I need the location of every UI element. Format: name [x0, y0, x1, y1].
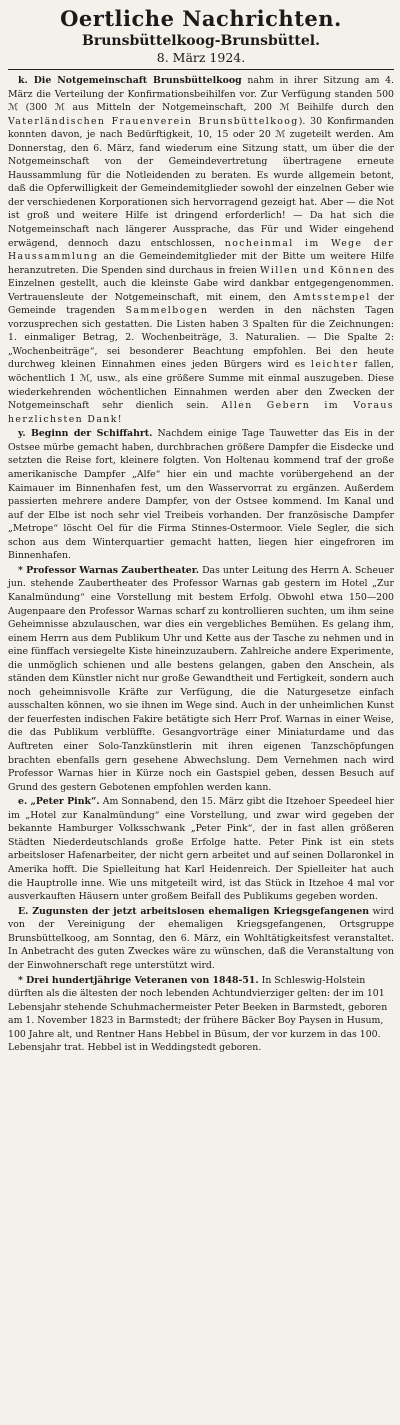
emphasized-text: Willen und Können: [260, 264, 375, 276]
article-marker: y.: [18, 428, 31, 440]
section-title: Oertliche Nachrichten.: [60, 6, 342, 31]
emphasized-text: leichter: [310, 359, 359, 371]
article: e. „Peter Pink“. Am Sonnabend, den 15. März gibt die Itzehoer Speedeel hier im „Hotel zur Kanalmündung“ eine Vorstellung, und zwar wird gegeben der bekannte Hamburger Volksschwank „Peter Pink“, der in fast allen größeren Städten Niederdeutschlands große Erfolge hatte. Peter Pink ist ein stets arbeitsloser Hafenarbeiter, der nicht gern arbeitet und auf seinen Dollaronkel in Amerika hofft. Die Spielleitung hat Karl Heidenreich. Der Spielleiter hat auch die Hauptrolle inne. Wie uns mitgeteilt wird, ist das Stück in Itzehoe 4 mal vor ausverkauften Häusern unter großem Beifall des Publikums gegeben worden.: [8, 796, 395, 903]
article-heading: Drei hundertjährige Veteranen von 1848-51.: [26, 974, 259, 986]
article-marker: k.: [18, 75, 34, 86]
emphasized-text: Amtsstempel: [293, 291, 371, 303]
article-marker: e.: [18, 796, 31, 808]
article: * Drei hundertjährige Veteranen von 1848-51. In Schleswig-Holstein dürften als die ältesten der noch lebenden Achtundvierziger gelten: der im 101 Lebensjahr stehende Schuhmachermeister Peter Beeken in Barmstedt, geboren am 1. November 1823 in Barmstedt; der frühere Bäcker Boy Paysen in Husum, 100 Jahre alt, und Rentner Hans Hebbel in Büsum, der vor kurzem in das 100. Lebensjahr trat. Hebbel ist in Weddingstedt geboren.: [8, 974, 388, 1054]
article-heading: Beginn der Schiffahrt.: [30, 428, 153, 440]
emphasized-text: Sammelbogen: [125, 305, 209, 317]
dateline: 8. März 1924.: [156, 50, 246, 65]
article: * Professor Warnas Zaubertheater. Das unter Leitung des Herrn A. Scheuer jun. stehende Zaubertheater des Professor Warnas gab gestern im Hotel „Zur Kanalmündung“ eine Vorstellung mit bestem Erfolg. Obwohl etwa 150—200 Augenpaare den Professor Warnas scharf zu kontrollieren suchten, um ihm seine Geheimnisse abzulauschen, war dies ein vergebliches Bemühen. Es gelang ihm, einem Herrn aus dem Publikum Uhr und Kette aus der Tasche zu nehmen und in eine fünffach versiegelte Kiste hineinzuzaubern. Zahlreiche andere Experimente, die unmöglich schienen und alle bestens gelangen, gaben den Anschein, als ständen dem Künstler nicht nur große Gewandtheit und Fertigkeit, sondern auch noch geheimnisvolle Kräfte zur Verfügung, die die Naturgesetze einfach ausschalten können, wo sie ihnen im Wege sind. Auch in der unheimlichen Kunst der feuerfesten indischen Fakire betätigte sich Herr Prof. Warnas in einer Weise, die das Publikum verblüffte. Gesangvorträge einer Miniaturdame und das Auftreten einer Solo-Tanzkünstlerin mit ihren eigenen Tanzschöpfungen brachten ebenfalls gern gesehene Abwechslung. Dem Vernehmen nach wird Professor Warnas hier in Kürze noch ein Gastspiel geben, dessen Besuch auf Grund des gestern Gebotenen empfohlen werden kann.: [8, 564, 395, 793]
article: k. Die Notgemeinschaft Brunsbüttelkoog nahm in ihrer Sitzung am 4. März die Verteilung der Konfirmationsbeihilfen vor. Zur Verfügung standen 500 ℳ (300 ℳ aus Mitteln der Notgemeinschaft, 200 ℳ Beihilfe durch den Vaterländischen Frauenverein Brunsbüttelkoog). 30 Konfirmanden konnten davon, je nach Bedürftigkeit, 10, 15 oder 20 ℳ zugeteilt werden. Am Donnerstag, den 6. März, fand wiederum eine Sitzung statt, um über die der Notgemeinschaft von der Gemeindevertretung übertragene erneute Haussammlung für die Notleidenden zu beraten. Es wurde allgemein betont, daß die Opferwilligkeit der Gemeindemitglieder sowohl der einzelnen Geber wie der verschiedenen Korporationen sich hervorragend gezeigt hat. Aber — die Not ist groß und weitere Hilfe ist dringend erforderlich! — Da hat sich die Notgemeinschaft nach längerer Aussprache, das Für und Wider eingehend erwägend, dennoch dazu entschlossen, nocheinmal im Wege der Haussammlung an die Gemeindemitglieder mit der Bitte um weitere Hilfe heranzutreten. Die Spenden sind durchaus in freien Willen und Können des Einzelnen gestellt, auch die kleinste Gabe wird dankbar entgegengenommen. Vertrauensleute der Notgemeinschaft, mit einem, den Amtsstempel der Gemeinde tragenden Sammelbogen werden in den nächsten Tagen vorzusprechen sich gestatten. Die Listen haben 3 Spalten für die Zeichnungen: 1. einmaliger Betrag, 2. Wochenbeiträge, 3. Naturalien. — Die Spalte 2: „Wochenbeiträge“, sei besonderer Beachtung empfohlen. Bei den heute durchweg kleinen Einnahmen eines jeden Bürgers wird es leichter fallen, wöchentlich 1 ℳ, usw., als eine größere Summe mit einmal auszugeben. Diese wiederkehrenden wöchentlichen Einnahmen werden aber den Zwecken der Notgemeinschaft sehr dienlich sein. Allen Gebern im Voraus herzlichsten Dank!: [8, 75, 395, 425]
emphasized-text: Allen Gebern im Voraus herzlichsten Dank!: [8, 400, 395, 425]
header-rule: [8, 69, 394, 70]
article-heading: Professor Warnas Zaubertheater.: [26, 564, 200, 576]
article-heading: Zugunsten der jetzt arbeitslosen ehemaligen Kriegsgefangenen: [32, 905, 370, 917]
article-heading: „Peter Pink“.: [30, 796, 100, 808]
article-heading: Die Notgemeinschaft Brunsbüttelkoog: [33, 75, 242, 86]
emphasized-text: nocheinmal im Wege der Haussammlung: [8, 237, 394, 263]
emphasized-text: Vaterländischen Frauenverein Brunsbüttelkoog: [8, 115, 299, 127]
article: y. Beginn der Schiffahrt. Nachdem einige Tage Tauwetter das Eis in der Ostsee mürbe gemacht haben, durchbrachen größere Dampfer die Eisdecke und setzten die Reise fort, kleinere folgten. Von Holtenau kommend traf der große amerikanische Dampfer „Alfe“ hier ein und machte vorübergehend an der Kaimauer im Binnenhafen fest, um den Wasservorrat zu ergänzen. Außerdem passierten mehrere andere Dampfer, von der Ostsee kommend. Im Kanal und auf der Elbe ist noch sehr viel Treibeis vorhanden. Der französische Dampfer „Metrope“ löscht Oel für die Firma Stinnes-Ostermoor. Viele Segler, die sich schon aus dem Winterquartier gemacht hatten, liegen hier eingefroren im Binnenhafen.: [8, 428, 394, 562]
article-marker: *: [18, 564, 27, 576]
article-marker: *: [18, 974, 27, 986]
section-subtitle: Brunsbüttelkoog-Brunsbüttel.: [82, 33, 320, 49]
article: E. Zugunsten der jetzt arbeitslosen ehemaligen Kriegsgefangenen wird von der Vereinigung der ehemaligen Kriegsgefangenen, Ortsgruppe Brunsbüttelkoog, am Sonntag, den 6. März, ein Wohltätigkeitsfest veranstaltet. In Anbetracht des guten Zweckes wäre zu wünschen, daß die Veranstaltung von der Einwohnerschaft rege unterstützt wird.: [8, 905, 394, 971]
article-marker: E.: [18, 905, 33, 917]
article-column: [8, 74, 394, 1055]
